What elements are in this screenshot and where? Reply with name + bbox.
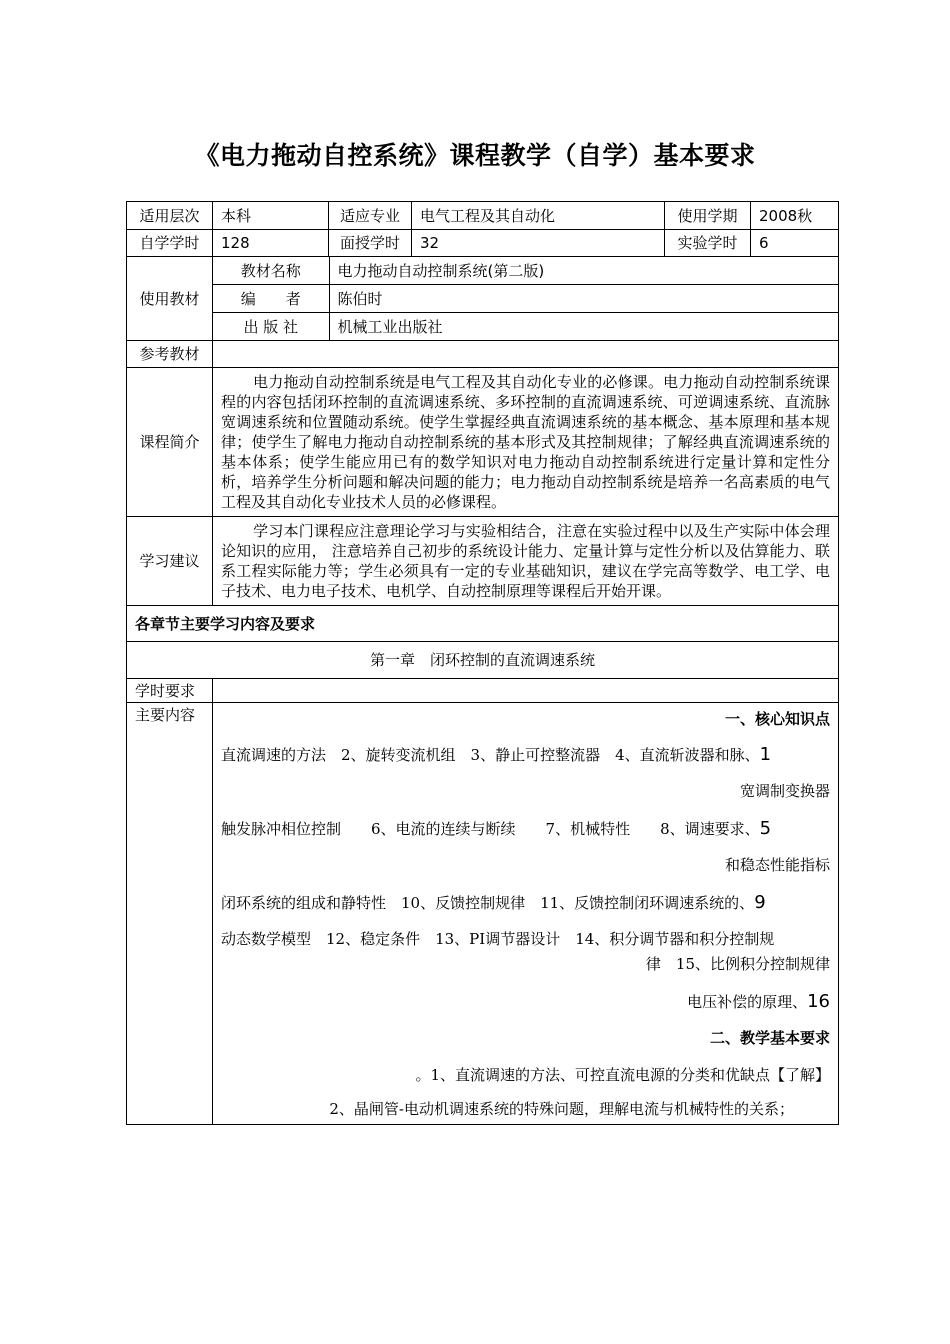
intro-text-cell	[213, 368, 839, 517]
textbook-name-value: 电力拖动自动控制系统(第二版)	[329, 257, 838, 285]
textbook-label: 使用教材	[127, 257, 213, 341]
lecture-hours-value: 32	[412, 230, 665, 257]
core-knowledge-text: 触发脉冲相位控制 6、电流的连续与断续 7、机械特性 8、调速要求、	[221, 820, 760, 838]
row-chapter-title	[127, 642, 839, 679]
requirement-line: 2、晶闸管-电动机调速系统的特殊问题，理解电流与机械特性的关系；	[329, 1100, 794, 1118]
row-reference	[127, 341, 839, 368]
core-knowledge-text: 律 15、比例积分控制规律	[645, 955, 830, 973]
row-chapter-hours	[127, 679, 839, 703]
level-value: 本科	[213, 202, 329, 230]
core-knowledge-number: 5	[759, 818, 772, 839]
textbook-author-label: 编 者	[213, 285, 329, 313]
chapter1-hours-value	[213, 679, 839, 703]
core-knowledge-number: 9	[754, 892, 766, 913]
level-label: 适用层次	[127, 202, 213, 230]
core-knowledge-text: 动态数学模型 12、稳定条件 13、PI调节器设计 14、积分调节器和积分控制规	[221, 930, 775, 948]
core-knowledge-line	[221, 952, 830, 977]
core-knowledge-text: 直流调速的方法 2、旋转变流机组 3、静止可控整流器 4、直流斩波器和脉、	[221, 746, 760, 764]
lab-hours-value: 6	[751, 230, 839, 257]
advice-label: 学习建议	[127, 517, 213, 606]
advice-text: 学习本门课程应注意理论学习与实验相结合，注意在实验过程中以及生产实际中体会理论知识的应用， 注意培养自己初步的系统设计能力、定量计算与定性分析以及估算能力、联系工程实际能力等；学生必须具有一定的专业基础知识，建议在学完高等数学、电工学、电子技术、电力电子技术、电机学、自动控制原理等课程后开始开课。	[221, 522, 830, 600]
core-knowledge-line	[221, 736, 830, 773]
core-knowledge-line	[221, 927, 830, 952]
core-knowledge-number: 1	[759, 744, 772, 765]
course-requirements-table	[126, 201, 839, 1125]
core-knowledge-list	[221, 736, 830, 1020]
core-knowledge-line	[221, 810, 830, 847]
self-hours-label: 自学学时	[127, 230, 213, 257]
self-hours-value: 128	[213, 230, 329, 257]
chapter1-content-label: 主要内容	[127, 703, 213, 1125]
core-knowledge-text: 闭环系统的组成和静特性 10、反馈控制规律 11、反馈控制闭环调速系统的、	[221, 894, 755, 912]
chapters-header: 各章节主要学习内容及要求	[127, 606, 839, 642]
lab-hours-label: 实验学时	[665, 230, 751, 257]
advice-text-cell	[213, 517, 839, 606]
core-knowledge-number: 16	[807, 991, 830, 1012]
core-knowledge-text: 和稳态性能指标	[724, 856, 830, 874]
textbook-publisher-value: 机械工业出版社	[337, 317, 443, 336]
intro-text: 电力拖动自动控制系统是电气工程及其自动化专业的必修课。电力拖动自动控制系统课程的内容包括闭环控制的直流调速系统、多环控制的直流调速系统、可逆调速系统、直流脉宽调速系统和位置随动系统。使学生掌握经典直流调速系统的基本概念、基本原理和基本规律；使学生了解电力拖动自动控制系统的基本形式及其控制规律；了解经典直流调速系统的基本体系；使学生能应用已有的数学知识对电力拖动自动控制系统进行定量计算和定性分析，培养学生分析问题和解决问题的能力；电力拖动自动控制系统是培养一名高素质的电气工程及其自动化专业技术人员的必修课程。	[221, 373, 830, 511]
page-title: 《电力拖动自控系统》课程教学（自学）基本要求	[194, 141, 756, 170]
reference-label: 参考教材	[127, 341, 213, 368]
chapter1-hours-label: 学时要求	[127, 679, 213, 703]
core-knowledge-line	[221, 983, 830, 1020]
major-label: 适应专业	[329, 202, 412, 230]
chapter1-title: 第一章 闭环控制的直流调速系统	[127, 642, 839, 679]
intro-label: 课程简介	[127, 368, 213, 517]
core-heading: 一、核心知识点	[724, 710, 830, 728]
row-textbook	[127, 257, 839, 341]
textbook-publisher-label: 出 版 社	[213, 313, 329, 341]
core-knowledge-text: 电压补偿的原理、	[687, 993, 808, 1011]
row-chapters-header	[127, 606, 839, 642]
core-knowledge-line	[221, 847, 830, 884]
row-hours	[127, 230, 839, 257]
core-knowledge-line	[221, 773, 830, 810]
row-chapter-content	[127, 703, 839, 1125]
textbook-details	[213, 257, 839, 341]
row-basic-info	[127, 202, 839, 230]
core-knowledge-line	[221, 884, 830, 921]
textbook-inner-table	[213, 257, 838, 340]
core-knowledge-text: 宽调制变换器	[739, 782, 830, 800]
reference-value	[213, 341, 839, 368]
term-label: 使用学期	[665, 202, 751, 230]
textbook-name-label: 教材名称	[213, 257, 329, 285]
requirements-heading: 二、教学基本要求	[709, 1029, 830, 1047]
textbook-author-value: 陈伯时	[329, 285, 838, 313]
row-advice	[127, 517, 839, 606]
chapter1-content	[213, 703, 839, 1125]
term-value: 2008秋	[751, 202, 839, 230]
requirement-line: 。1、直流调速的方法、可控直流电源的分类和优缺点【了解】	[415, 1066, 830, 1084]
row-intro	[127, 368, 839, 517]
lecture-hours-label: 面授学时	[329, 230, 412, 257]
major-value: 电气工程及其自动化	[412, 202, 665, 230]
